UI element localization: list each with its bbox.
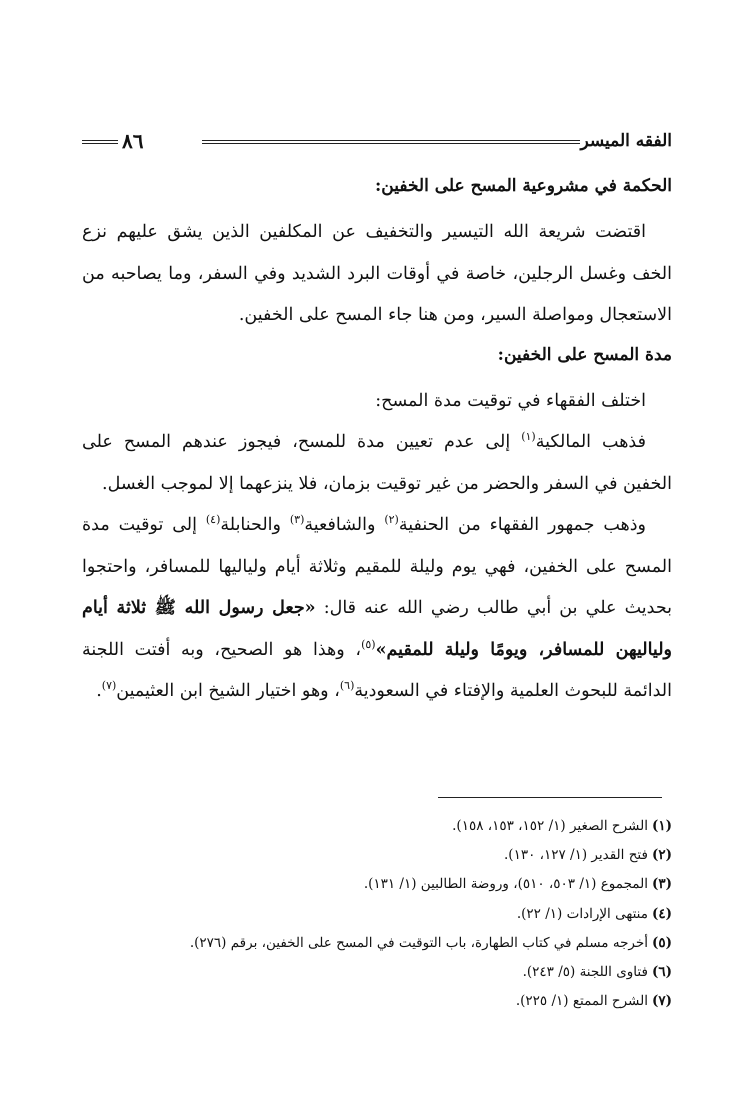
footnote-number: (٥) xyxy=(651,934,672,951)
footnote-ref-5[interactable]: (٥) xyxy=(361,637,376,651)
section-heading-duration: مدة المسح على الخفين: xyxy=(497,344,672,365)
text-run: فذهب المالكية xyxy=(535,432,646,452)
footnote-ref-2[interactable]: (٢) xyxy=(384,513,399,527)
main-text xyxy=(82,172,672,713)
footnote-item xyxy=(82,812,672,841)
book-title: الفقه الميسر xyxy=(580,131,672,151)
text-run: . xyxy=(96,681,102,701)
paragraph-majority xyxy=(82,505,672,713)
hadith-quote: «جعل رسول الله ﷺ ثلاثة أيام ولياليهن للمسافر، ويومًا وليلة للمقيم» xyxy=(82,598,672,660)
footnote-item xyxy=(82,841,672,870)
running-header xyxy=(82,128,672,156)
text-run: ، وهذا هو الصحيح، وبه أفتت اللجنة الدائمة للبحوث العلمية والإفتاء في السعودية xyxy=(82,639,672,701)
page-number: ٨٦ xyxy=(122,129,144,153)
paragraph-maliki xyxy=(82,422,672,505)
footnote-item xyxy=(82,987,672,1016)
footnote-ref-3[interactable]: (٣) xyxy=(289,513,305,527)
paragraph-wisdom: اقتضت شريعة الله التيسير والتخفيف عن المكلفين الذين يشق عليهم نزع الخف وغسل الرجلين، خاصة في أوقات البرد الشديد وفي السفر، وما يصاحبه من الاستعجال ومواصلة السير، ومن هنا جاء المسح على الخفين. xyxy=(82,222,672,325)
footnote-text: منتهى الإرادات (١/ ٢٢). xyxy=(516,905,648,922)
section-heading-wisdom: الحكمة في مشروعية المسح على الخفين: xyxy=(375,176,672,196)
text-run: ، وهو اختيار الشيخ ابن العثيمين xyxy=(116,681,340,701)
footnote-text: أخرجه مسلم في كتاب الطهارة، باب التوقيت في المسح على الخفين، برقم (٢٧٦). xyxy=(189,934,648,951)
footnote-item xyxy=(82,929,672,958)
footnote-item xyxy=(82,958,672,987)
text-run: وذهب جمهور الفقهاء من الحنفية xyxy=(398,515,646,535)
footnote-number: (١) xyxy=(651,818,672,834)
footnote-text: الشرح الممتع (١/ ٢٢٥). xyxy=(515,993,648,1010)
header-rule-middle xyxy=(202,140,580,144)
footnote-item xyxy=(82,870,672,899)
text-run: والحنابلة xyxy=(220,515,290,535)
footnote-ref-6[interactable]: (٦) xyxy=(339,679,355,693)
footnote-number: (٤) xyxy=(651,905,672,922)
text-run: إلى عدم تعيين مدة للمسح، فيجوز عندهم المسح على الخفين في السفر والحضر من غير توقيت بزمان، فلا ينزعهما إلا لموجب الغسل. xyxy=(82,432,672,494)
footnotes-list xyxy=(82,812,672,1016)
text-run: والشافعية xyxy=(304,515,385,535)
text-run: إلى توقيت مدة المسح على الخفين، فهي يوم وليلة للمقيم وثلاثة أيام ولياليها للمسافر، واحتجوا بحديث علي بن أبي طالب رضي الله عنه قال: xyxy=(82,515,672,618)
footnote-text: فتح القدير (١/ ١٢٧، ١٣٠). xyxy=(504,847,648,864)
footnote-number: (٢) xyxy=(651,847,672,864)
footnote-ref-4[interactable]: (٤) xyxy=(205,513,221,527)
header-rule-left xyxy=(82,140,118,144)
footnote-text: الشرح الصغير (١/ ١٥٢، ١٥٣، ١٥٨). xyxy=(452,818,648,834)
footnote-text: المجموع (١/ ٥٠٣، ٥١٠)، وروضة الطالبين (١/ ١٣١). xyxy=(363,876,648,893)
footnote-ref-7[interactable]: (٧) xyxy=(101,679,117,693)
footnote-separator xyxy=(438,797,662,798)
footnote-number: (٧) xyxy=(651,993,672,1010)
footnote-ref-1[interactable]: (١) xyxy=(521,430,536,444)
paragraph-intro: اختلف الفقهاء في توقيت مدة المسح: xyxy=(375,390,646,411)
footnote-item xyxy=(82,900,672,929)
footnote-number: (٦) xyxy=(651,964,672,981)
footnote-number: (٣) xyxy=(651,876,672,893)
footnote-text: فتاوى اللجنة (٥/ ٢٤٣). xyxy=(522,964,648,981)
